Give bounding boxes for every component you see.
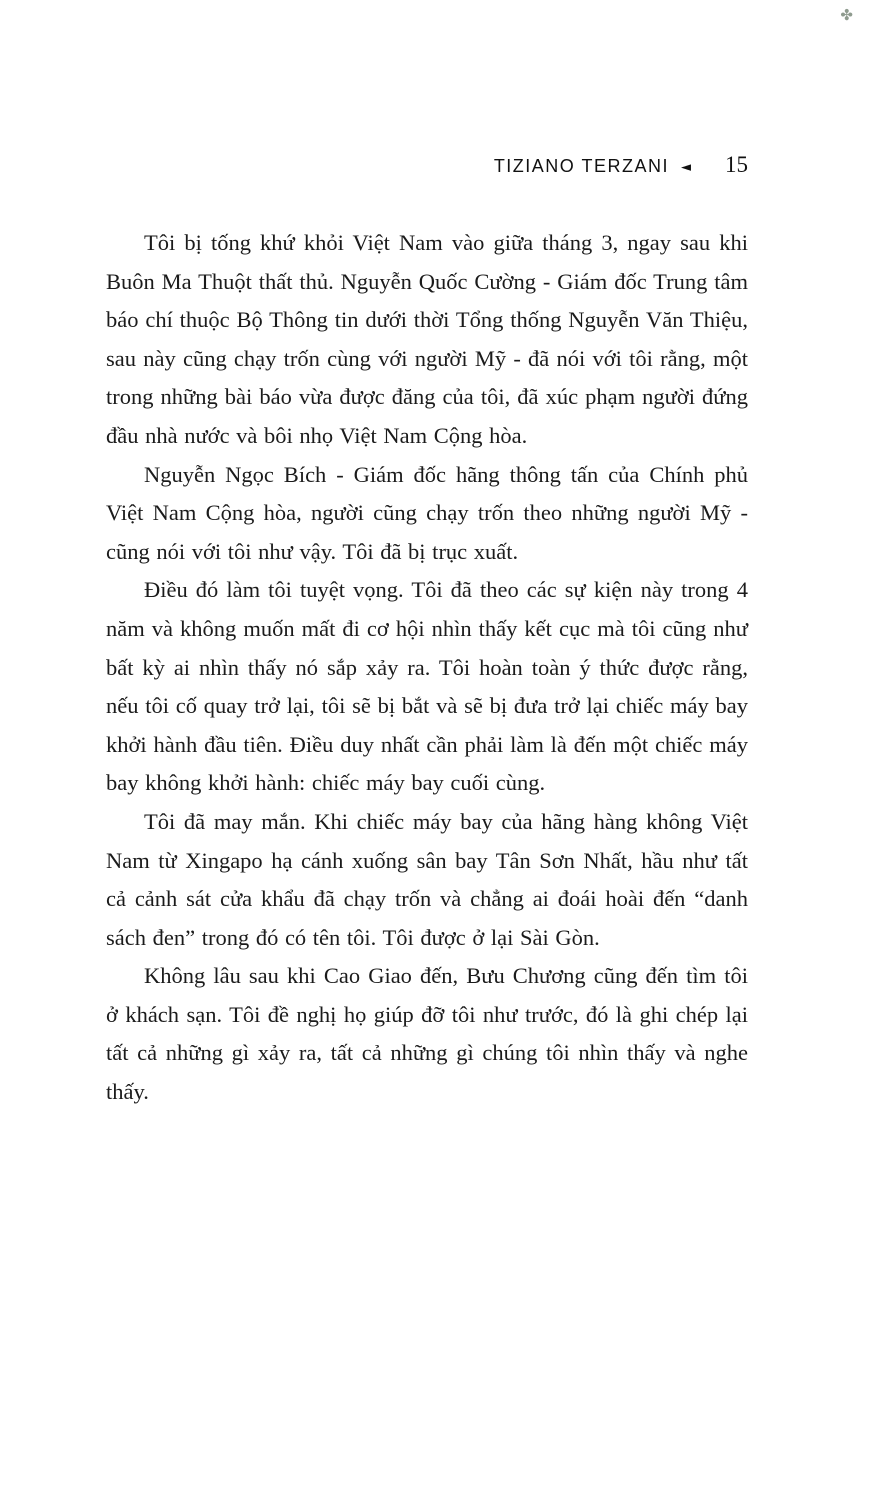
paragraph: Tôi bị tống khứ khỏi Việt Nam vào giữa tháng 3, ngay sau khi Buôn Ma Thuột thất thủ. Nguyễn Quốc Cường - Giám đốc Trung tâm báo chí thuộc Bộ Thông tin dưới thời Tổng thống Nguyễn Văn Thiệu, sau này cũng chạy trốn cùng với người Mỹ - đã nói với tôi rằng, một trong những bài báo vừa được đăng của tôi, đã xúc phạm người đứng đầu nhà nước và bôi nhọ Việt Nam Cộng hòa. — [106, 230, 748, 448]
paragraph: Tôi đã may mắn. Khi chiếc máy bay của hãng hàng không Việt Nam từ Xingapo hạ cánh xuống sân bay Tân Sơn Nhất, hầu như tất cả cảnh sát cửa khẩu đã chạy trốn và chẳng ai đoái hoài đến “danh sách đen” trong đó có tên tôi. Tôi được ở lại Sài Gòn. — [106, 808, 748, 950]
left-triangle-icon: ◄ — [681, 160, 691, 175]
paragraph: Nguyễn Ngọc Bích - Giám đốc hãng thông tấn của Chính phủ Việt Nam Cộng hòa, người cũng chạy trốn theo những người Mỹ - cũng nói với tôi như vậy. Tôi đã bị trục xuất. — [106, 461, 748, 564]
corner-flower-icon: ✤ — [840, 6, 853, 24]
body-text-block — [106, 224, 748, 1112]
header-author-name: TIZIANO TERZANI — [493, 156, 669, 176]
paragraph: Điều đó làm tôi tuyệt vọng. Tôi đã theo các sự kiện này trong 4 năm và không muốn mất đi cơ hội nhìn thấy kết cục mà tôi cũng như bất kỳ ai nhìn thấy nó sắp xảy ra. Tôi hoàn toàn ý thức được rằng, nếu tôi cố quay trở lại, tôi sẽ bị bắt và sẽ bị đưa trở lại chiếc máy bay khởi hành đầu tiên. Điều duy nhất cần phải làm là đến một chiếc máy bay không khởi hành: chiếc máy bay cuối cùng. — [106, 577, 748, 796]
paragraph: Không lâu sau khi Cao Giao đến, Bưu Chương cũng đến tìm tôi ở khách sạn. Tôi đề nghị họ giúp đỡ tôi như trước, đó là ghi chép lại tất cả những gì xảy ra, tất cả những gì chúng tôi nhìn thấy và nghe thấy. — [106, 963, 748, 1105]
page-number: 15 — [725, 152, 748, 177]
running-header — [106, 152, 748, 178]
